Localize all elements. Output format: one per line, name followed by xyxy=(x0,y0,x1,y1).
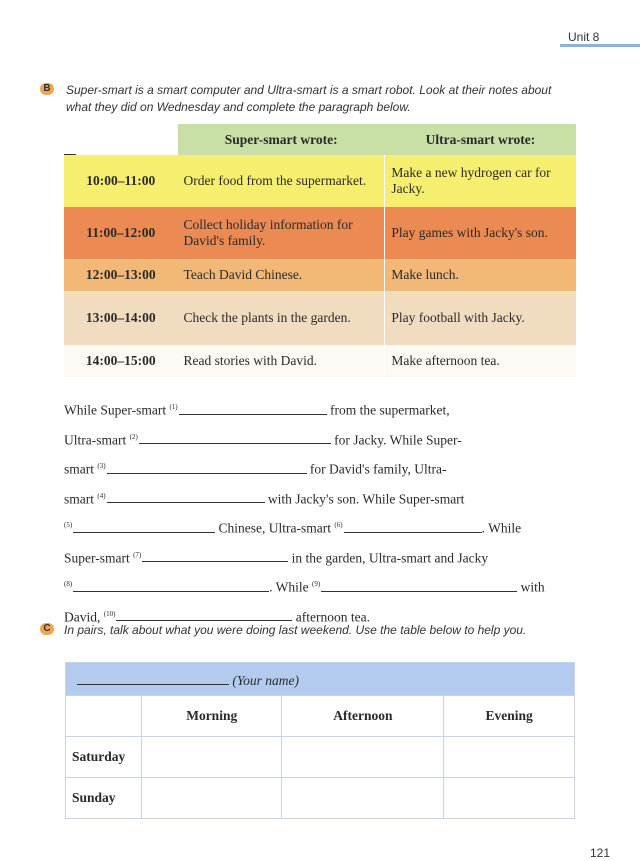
cell[interactable] xyxy=(282,737,444,778)
section-c-instructions: In pairs, talk about what you were doing last weekend. Use the table below to help you. xyxy=(64,623,527,637)
ultra-smart-header: Ultra-smart wrote: xyxy=(385,124,576,155)
blank-4[interactable] xyxy=(107,487,265,503)
col-afternoon: Afternoon xyxy=(282,696,444,737)
text: David, xyxy=(64,609,101,624)
super-cell: Teach David Chinese. xyxy=(178,259,385,291)
header-rule xyxy=(560,44,640,47)
unit-label: Unit 8 xyxy=(568,30,600,44)
blank-number: (9) xyxy=(312,580,321,588)
text: from the supermarket, xyxy=(330,402,450,418)
text: . While xyxy=(481,520,522,536)
table-row xyxy=(64,207,576,259)
ultra-cell: Make afternoon tea. xyxy=(385,345,576,377)
paragraph-line xyxy=(64,512,584,542)
text: While Super-smart xyxy=(64,402,167,418)
blank-3[interactable] xyxy=(107,458,307,474)
text: for Jacky. While Super- xyxy=(334,432,462,447)
your-name-blank[interactable] xyxy=(77,670,229,685)
blank-number: (5) xyxy=(64,521,73,529)
blank-number: (4) xyxy=(97,491,106,500)
blank-number: (10) xyxy=(103,609,116,618)
blank-number: (6) xyxy=(334,521,343,529)
row-saturday: Saturday xyxy=(66,737,142,778)
ultra-cell: Make lunch. xyxy=(385,259,576,291)
ultra-cell: Play football with Jacky. xyxy=(385,291,576,345)
blank-6[interactable] xyxy=(344,517,482,533)
table-row xyxy=(64,291,576,345)
section-b-instructions: Super-smart is a smart computer and Ultra-smart is a smart robot. Look at their notes about what they did on Wednesday and complete the paragraph below. xyxy=(66,83,552,114)
paragraph-line xyxy=(64,394,584,424)
time-cell: 13:00–14:00 xyxy=(64,291,178,345)
blank-1[interactable] xyxy=(179,399,327,415)
section-b-badge: B xyxy=(40,83,54,95)
blank-8[interactable] xyxy=(73,576,269,592)
your-name-label: (Your name) xyxy=(232,672,300,688)
cell[interactable] xyxy=(142,778,282,819)
col-evening: Evening xyxy=(444,696,575,737)
paragraph-line xyxy=(64,424,584,454)
blank-9[interactable] xyxy=(321,576,517,592)
blank-number: (1) xyxy=(169,403,178,411)
text: Chinese, Ultra-smart xyxy=(218,520,332,536)
time-cell: 14:00–15:00 xyxy=(64,345,178,377)
blank-7[interactable] xyxy=(142,546,288,562)
paragraph-line xyxy=(64,571,584,601)
paragraph-line xyxy=(64,542,584,572)
paragraph-line xyxy=(64,453,584,483)
text: for David's family, Ultra- xyxy=(309,461,447,477)
cloze-paragraph xyxy=(64,394,584,630)
cell[interactable] xyxy=(282,778,444,819)
blank-number: (2) xyxy=(129,432,138,441)
table-corner xyxy=(64,124,76,155)
text: . While xyxy=(269,579,309,595)
col-morning: Morning xyxy=(142,696,282,737)
text: smart xyxy=(64,461,94,477)
table-row xyxy=(64,155,576,207)
cell[interactable] xyxy=(142,737,282,778)
your-name-row xyxy=(66,663,575,696)
cell[interactable] xyxy=(444,737,575,778)
super-cell: Collect holiday information for David's family. xyxy=(178,207,385,259)
blank-number: (8) xyxy=(64,580,73,588)
page-number: 121 xyxy=(590,846,611,860)
super-cell: Check the plants in the garden. xyxy=(178,291,385,345)
row-sunday: Sunday xyxy=(66,778,142,819)
text: with Jacky's son. While Super-smart xyxy=(267,491,465,506)
blank-number: (3) xyxy=(97,462,106,470)
schedule-table xyxy=(64,124,576,377)
blank-5[interactable] xyxy=(73,517,215,533)
time-cell: 11:00–12:00 xyxy=(64,207,178,259)
time-cell: 10:00–11:00 xyxy=(64,155,178,207)
time-cell: 12:00–13:00 xyxy=(64,259,178,291)
text: Ultra-smart xyxy=(64,432,127,447)
table-corner xyxy=(66,696,142,737)
text: afternoon tea. xyxy=(295,609,371,624)
blank-10[interactable] xyxy=(116,605,292,621)
text: smart xyxy=(64,491,94,506)
paragraph-line xyxy=(64,483,584,513)
ultra-cell: Play games with Jacky's son. xyxy=(385,207,576,259)
cell[interactable] xyxy=(444,778,575,819)
section-c-badge: C xyxy=(40,623,54,635)
weekend-table xyxy=(65,662,575,819)
ultra-cell: Make a new hydrogen car for Jacky. xyxy=(385,155,576,207)
text: with xyxy=(520,579,545,595)
super-cell: Read stories with David. xyxy=(178,345,385,377)
text: in the garden, Ultra-smart and Jacky xyxy=(291,550,489,565)
table-row xyxy=(64,259,576,291)
blank-number: (7) xyxy=(133,550,142,559)
blank-2[interactable] xyxy=(139,428,331,444)
text: Super-smart xyxy=(64,550,130,565)
table-row xyxy=(64,345,576,377)
super-smart-header: Super-smart wrote: xyxy=(178,124,385,155)
super-cell: Order food from the supermarket. xyxy=(178,155,385,207)
